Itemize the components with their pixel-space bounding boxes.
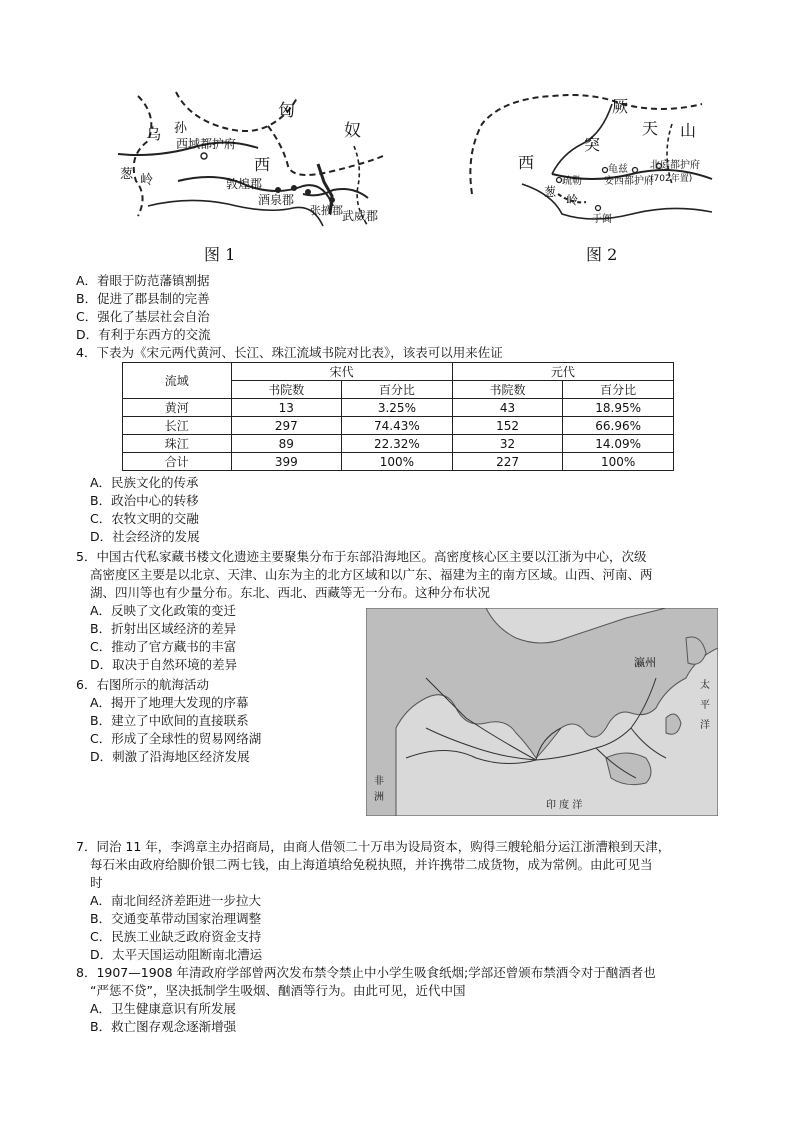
q4-option-b: B．政治中心的转移 <box>90 493 199 508</box>
q4-option-c: C．农牧文明的交融 <box>90 511 199 526</box>
table-header-basin: 流域 <box>123 363 232 399</box>
map1-label-wuwei: 武威郡 <box>342 209 379 223</box>
map1-label-wu: 乌 <box>146 125 162 143</box>
q6-option-c: C．形成了全球性的贸易网络湖 <box>90 731 262 746</box>
table-row <box>123 417 674 435</box>
table-cell: 长江 <box>123 417 232 435</box>
table-row <box>123 453 674 471</box>
table-cell: 43 <box>452 399 563 417</box>
map-figure-2 <box>462 84 718 236</box>
q5-stem-line-2: 高密度区主要是以北京、天津、山东为主的北方区域和以广东、福建为主的南方区域。山西、河南、两 <box>90 567 653 582</box>
voyage-map-label-yang: 洋 <box>700 720 710 731</box>
q4-stem: 4．下表为《宋元两代黄河、长江、珠江流域书院对比表》，该表可以用来佐证 <box>76 345 503 360</box>
table-row <box>123 399 674 417</box>
q5-stem-line-3: 湖、四川等也有少量分布。东北、西北、西藏等无一分布。这种分布状况 <box>90 585 491 600</box>
voyage-map-label-indian: 印 度 洋 <box>546 800 583 811</box>
q3-option-a: A．着眼于防范藩镇割据 <box>76 273 210 288</box>
map2-label-cong: 葱 <box>544 185 557 199</box>
map-figure-1 <box>118 86 390 238</box>
table-cell: 399 <box>231 453 342 471</box>
map2-label-shan: 山 <box>680 121 697 140</box>
map1-label-sun: 孙 <box>174 121 188 136</box>
q7-stem-line-2: 每石米由政府给脚价银二两七钱，由上海道填给免税执照，并许携带二成货物，成为常例。由此可见当 <box>90 857 653 872</box>
table-subheader-song-count: 书院数 <box>231 381 342 399</box>
map2-label-tu: 突 <box>584 135 601 154</box>
table-header-song: 宋代 <box>231 363 452 381</box>
table-row <box>123 435 674 453</box>
q8-stem-line-1: 8．1907—1908 年清政府学部曾两次发布禁令禁止中小学生吸食纸烟;学部还曾颁布禁酒令对于酗酒者也 <box>76 965 656 980</box>
map2-label-yutian: 于阗 <box>592 214 612 225</box>
q6-option-a: A．揭开了地理大发现的序幕 <box>90 695 249 710</box>
voyage-map-label-africa-zhou: 洲 <box>374 792 384 803</box>
map2-label-beiting: 北庭都护府 <box>650 160 700 171</box>
table-cell: 89 <box>231 435 342 453</box>
q4-option-d: D．社会经济的发展 <box>90 529 200 544</box>
q5-option-d: D．取决于自然环境的差异 <box>90 657 238 672</box>
map1-label-xiong: 匈 <box>278 101 295 121</box>
table-cell: 74.43% <box>342 417 453 435</box>
table-cell: 100% <box>342 453 453 471</box>
table-header-yuan: 元代 <box>452 363 673 381</box>
table-cell: 152 <box>452 417 563 435</box>
q5-option-a: A．反映了文化政策的变迁 <box>90 603 237 618</box>
map2-label-tian: 天 <box>642 119 659 138</box>
map1-label-nu: 奴 <box>344 121 361 141</box>
figure-1-caption: 图 1 <box>204 245 236 264</box>
table-subheader-song-pct: 百分比 <box>342 381 453 399</box>
q3-option-c: C．强化了基层社会自治 <box>76 309 210 324</box>
map1-label-jiuquan: 酒泉郡 <box>258 193 295 207</box>
map1-label-xi: 西 <box>254 155 271 174</box>
table-cell: 黄河 <box>123 399 232 417</box>
q5-stem-line-1: 5．中国古代私家藏书楼文化遗迹主要聚集分布于东部沿海地区。高密度核心区主要以江浙为中心，次级 <box>76 549 647 564</box>
table-cell: 18.95% <box>563 399 674 417</box>
table-cell: 13 <box>231 399 342 417</box>
q7-option-b: B．交通变革带动国家治理调整 <box>90 911 262 926</box>
q5-option-c: C．推动了官方藏书的丰富 <box>90 639 237 654</box>
table-subheader-yuan-pct: 百分比 <box>563 381 674 399</box>
q4-option-a: A．民族文化的传承 <box>90 475 199 490</box>
table-cell: 66.96% <box>563 417 674 435</box>
q7-stem-line-1: 7．同治 11 年，李鸿章主办招商局，由商人借领二十万串为设局资本，购得三艘轮船分运江浙漕粮到天津， <box>76 839 671 854</box>
map1-label-dunhuang: 敦煌郡 <box>226 177 263 191</box>
table-cell: 22.32% <box>342 435 453 453</box>
voyage-map-label-africa-fei: 非 <box>374 776 384 787</box>
map2-label-year: (702年置) <box>650 174 693 184</box>
q8-stem-line-2: “严惩不贷”，坚决抵制学生吸烟、酗酒等行为。由此可见，近代中国 <box>90 983 466 998</box>
figure-2-caption: 图 2 <box>586 245 618 264</box>
q8-option-a: A．卫生健康意识有所发展 <box>90 1001 237 1016</box>
q7-option-d: D．太平天国运动阻断南北漕运 <box>90 947 263 962</box>
map1-label-cong: 葱 <box>120 167 134 182</box>
map2-label-ling: 岭 <box>566 193 579 207</box>
q4-table <box>122 362 674 471</box>
map1-label-ling: 岭 <box>140 173 154 188</box>
q6-stem: 6．右图所示的航海活动 <box>76 677 209 692</box>
map2-label-xi: 西 <box>518 153 535 172</box>
map2-label-shule: 疏勒 <box>562 176 582 187</box>
map2-label-anxi: 安西都护府 <box>604 176 654 187</box>
voyage-map-label-ping: 平 <box>700 700 710 711</box>
q6-option-d: D．刺激了沿海地区经济发展 <box>90 749 250 764</box>
voyage-map-label-yingzhou: 瀛州 <box>634 656 656 669</box>
q3-option-d: D．有利于东西方的交流 <box>76 327 211 342</box>
map2-label-qiuci: 龟兹 <box>608 164 628 175</box>
map2-label-jue: 厥 <box>612 97 629 116</box>
table-cell: 297 <box>231 417 342 435</box>
voyage-map <box>366 608 718 816</box>
table-cell: 3.25% <box>342 399 453 417</box>
q5-option-b: B．折射出区域经济的差异 <box>90 621 237 636</box>
q7-stem-line-3: 时 <box>90 875 103 890</box>
map1-label-xiyu: 西域都护府 <box>176 137 237 151</box>
q3-option-b: B．促进了郡县制的完善 <box>76 291 210 306</box>
q7-option-a: A．南北间经济差距进一步拉大 <box>90 893 262 908</box>
table-cell: 珠江 <box>123 435 232 453</box>
q6-option-b: B．建立了中欧间的直接联系 <box>90 713 249 728</box>
q7-option-c: C．民族工业缺乏政府资金支持 <box>90 929 262 944</box>
q8-option-b: B．救亡图存观念逐渐增强 <box>90 1019 237 1034</box>
table-cell: 合计 <box>123 453 232 471</box>
table-cell: 227 <box>452 453 563 471</box>
voyage-map-label-tai: 太 <box>700 680 710 691</box>
table-cell: 14.09% <box>563 435 674 453</box>
table-subheader-yuan-count: 书院数 <box>452 381 563 399</box>
map1-label-zhangye: 张掖郡 <box>310 204 343 217</box>
table-cell: 32 <box>452 435 563 453</box>
table-cell: 100% <box>563 453 674 471</box>
